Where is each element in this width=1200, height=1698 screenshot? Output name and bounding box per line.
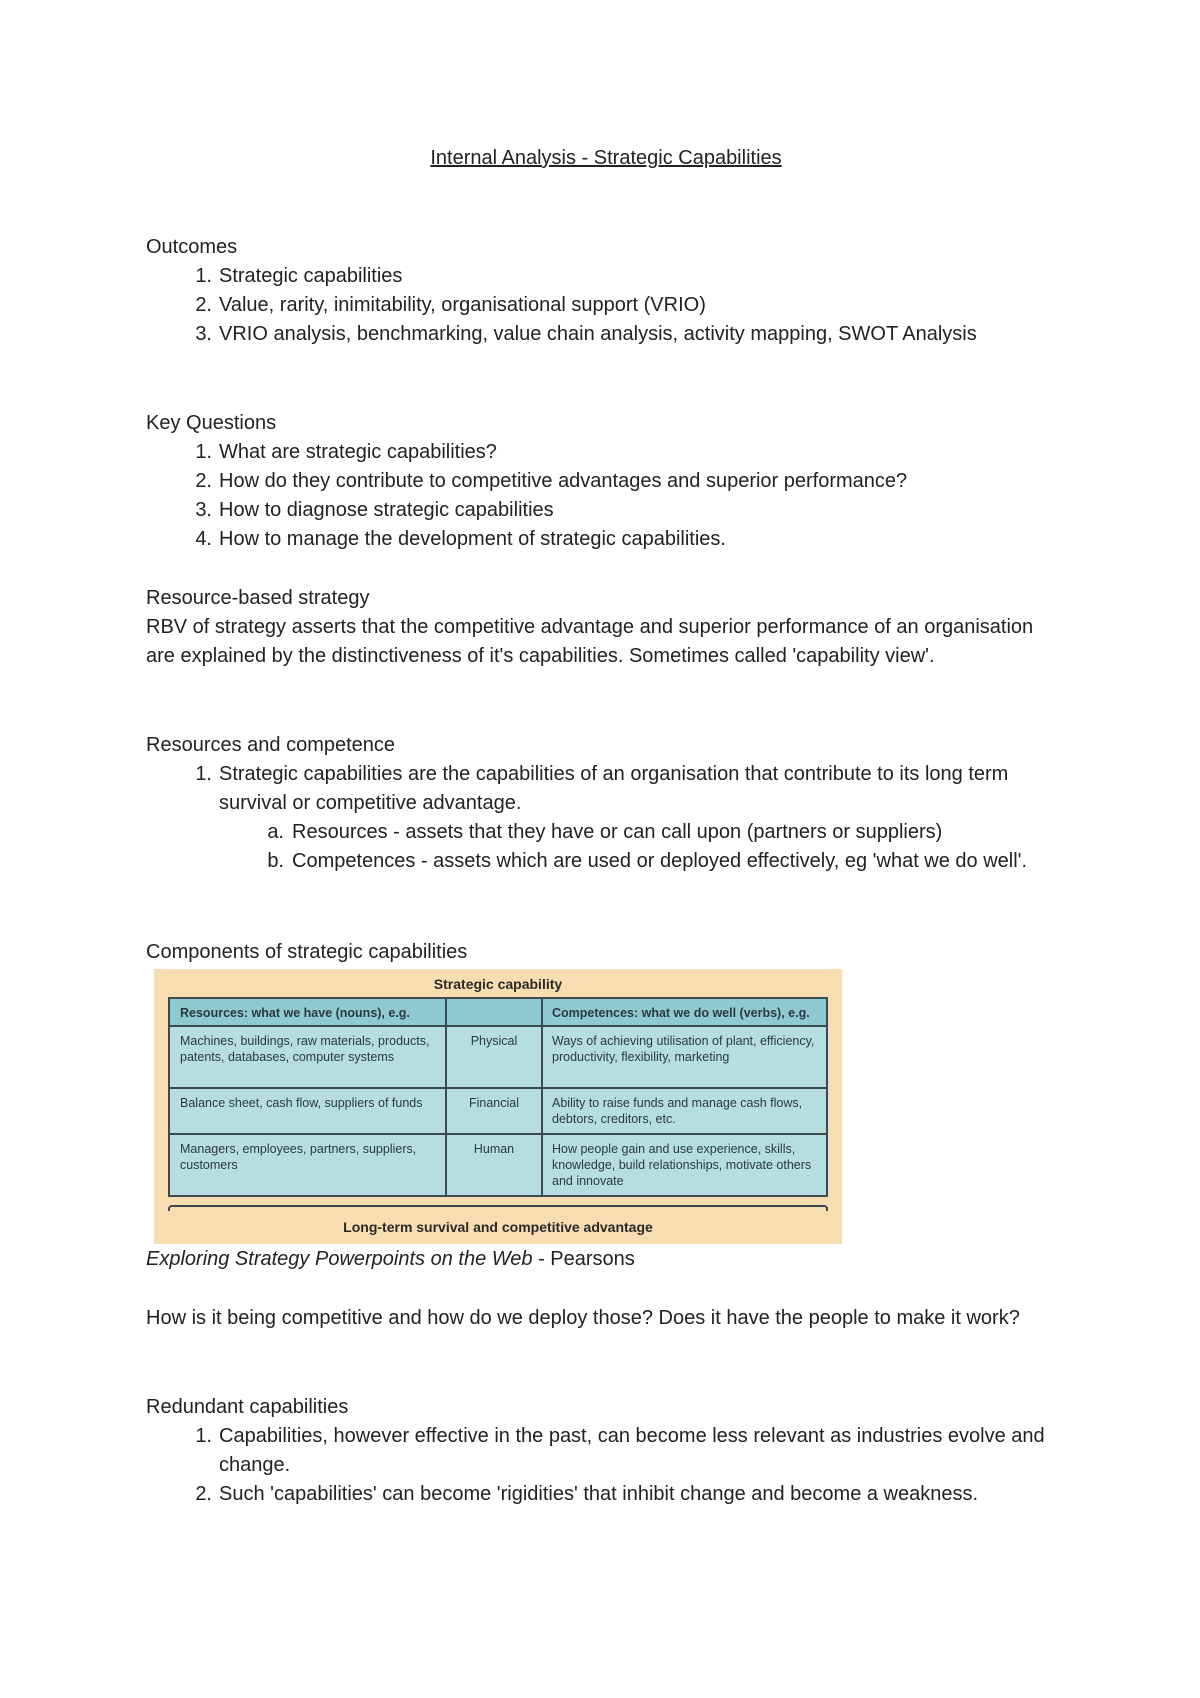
- table-cell-category: Human: [473, 1142, 515, 1156]
- redundant-heading: Redundant capabilities: [146, 1396, 349, 1418]
- table-cell-competences: How people gain and use experience, skills, knowledge, build relationships, motivate others and innovate: [552, 1142, 812, 1188]
- table-cell-resources: Balance sheet, cash flow, suppliers of funds: [180, 1096, 423, 1110]
- strategic-capability-figure: [154, 969, 842, 1244]
- bracket-divider: [168, 1205, 828, 1211]
- question-paragraph: How is it being competitive and how do we deploy those? Does it have the people to make it work?: [146, 1307, 1020, 1329]
- resource-based-heading: Resource-based strategy: [146, 587, 370, 609]
- competences-column-header: Competences: what we do well (verbs), e.g.: [552, 1006, 810, 1020]
- capability-table: [168, 997, 828, 1197]
- table-cell-category: Financial: [468, 1096, 520, 1110]
- resource-based-body: RBV of strategy asserts that the competitive advantage and superior performance of an organisation are explained by the distinctiveness of it's capabilities. Sometimes called 'capability view'.: [146, 616, 1034, 667]
- table-cell-competences: Ability to raise funds and manage cash flows, debtors, creditors, etc.: [552, 1096, 803, 1126]
- figure-caption: Exploring Strategy Powerpoints on the Web - Pearsons: [146, 1248, 635, 1270]
- table-cell-resources: Managers, employees, partners, suppliers, customers: [180, 1142, 417, 1172]
- table-cell-category: Physical: [470, 1034, 518, 1048]
- outcomes-heading: Outcomes: [146, 236, 238, 258]
- figure-title: Strategic capability: [433, 976, 563, 992]
- resources-competence-heading: Resources and competence: [146, 734, 396, 756]
- table-cell-competences: Ways of achieving utilisation of plant, efficiency, productivity, flexibility, marketing: [552, 1034, 815, 1064]
- page-title: Internal Analysis - Strategic Capabilities: [430, 147, 782, 169]
- table-cell-resources: Machines, buildings, raw materials, products, patents, databases, computer systems: [180, 1034, 430, 1064]
- figure-footer: Long-term survival and competitive advantage: [343, 1219, 653, 1235]
- resources-column-header: Resources: what we have (nouns), e.g.: [180, 1006, 410, 1020]
- key-questions-heading: Key Questions: [146, 412, 277, 434]
- table-header: [170, 999, 826, 1027]
- components-heading: Components of strategic capabilities: [146, 941, 468, 963]
